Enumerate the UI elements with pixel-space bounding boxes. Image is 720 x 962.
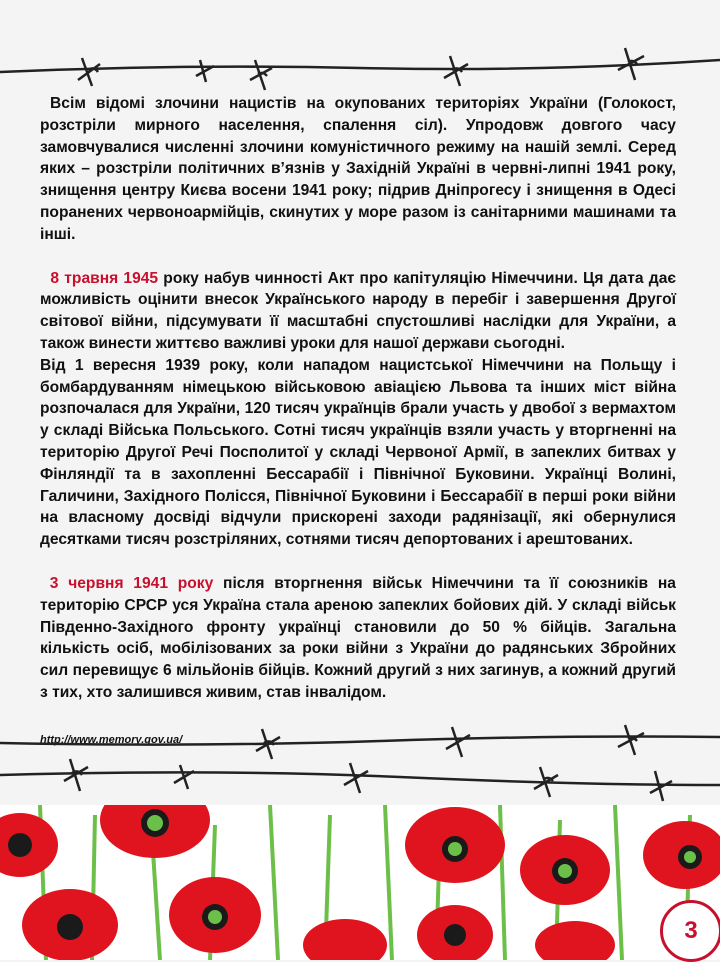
paragraph-1941-text: після вторгнення військ Німеччини та її союзників на територію СРСР уся Україна стала ареною запеклих бойових дій. У складі військ Південно-Західного фронту українці становили до 50 % бійців. Загальна кількість осіб, мобілізованих за роки війни з України до радянських Збройних сил перевищує 6 мільйонів бійців. Кожний другий з них загинув, а кожний другий з тих, хто залишився живим, став інвалідом. — [40, 574, 676, 701]
poppy-flower — [643, 821, 720, 889]
paragraph-capitulation — [40, 268, 676, 355]
poppy-flower — [303, 919, 387, 960]
source-link[interactable]: http://www.memory.gov.ua/ — [40, 734, 183, 746]
barbed-wire-top — [0, 30, 720, 100]
paragraph-crimes — [40, 93, 676, 246]
poppy-flower — [535, 921, 615, 960]
date-highlight-may: 8 травня 1945 — [50, 269, 159, 287]
poppy-flower — [169, 877, 261, 953]
poppy-flower — [0, 813, 58, 877]
article-text — [40, 93, 676, 704]
poppy-flower — [100, 805, 210, 858]
poppy-flower — [417, 905, 493, 960]
paragraph-capitulation-text: року набув чинності Акт про капітуляцію Німеччини. Ця дата дає можливість оцінити внесок Українського народу в перебіг і завершення Другої світової війни, підсумувати її масштабні спустошливі наслідки для України, а також винести життєво важливі уроки для нашої держави сьогодні. — [40, 269, 676, 352]
paragraph-1939 — [40, 355, 676, 551]
paragraph-1939-text: Від 1 вересня 1939 року, коли нападом нацистської Німеччини на Польщу і бомбардуванням німецькою військовою авіацією Львова та інших міст війна розпочалася для України, 120 тисяч українців брали участь у двобої з вермахтом у складі Війська Польського. Сотні тисяч українців взяли участь у вторгненні на територію Другої Речі Посполитої у складі Червоної Армії, в запеклих битвах у Фінляндії та в захопленні Бессарабії і Північної Буковини. Українці Волині, Галичини, Західного Полісся, Північної Буковини і Бессарабії в перші роки війни на власному досвіді відчули прискорені заходи радянізації, які обернулися десятками тисяч розстріляних, сотнями тисяч депортованих і арештованих. — [40, 356, 676, 549]
poppy-flower — [405, 807, 505, 883]
page-number-badge: 3 — [660, 900, 720, 962]
paragraph-crimes-text: Всім відомі злочини нацистів на окупованих територіях України (Голокост, розстріли мирного населення, спалення сіл). Упродовж довгого часу замовчувалися численні злочини комуністичного режиму на нашій землі. Серед яких – розстріли політичних в’язнів у Західній Україні в червні-липні 1941 року, знищення центру Києва восени 1941 року; підрив Дніпрогесу і знищення в Одесі поранених червоноармійців, скинутих у море разом із санітарними машинами та інші. — [40, 95, 676, 243]
poppy-flower — [22, 889, 118, 960]
date-highlight-june: 3 червня 1941 року — [49, 574, 214, 592]
poppy-field — [0, 805, 720, 960]
poppy-flower — [520, 835, 610, 905]
barbed-wire-bottom — [0, 715, 720, 810]
paragraph-1941 — [40, 573, 676, 704]
